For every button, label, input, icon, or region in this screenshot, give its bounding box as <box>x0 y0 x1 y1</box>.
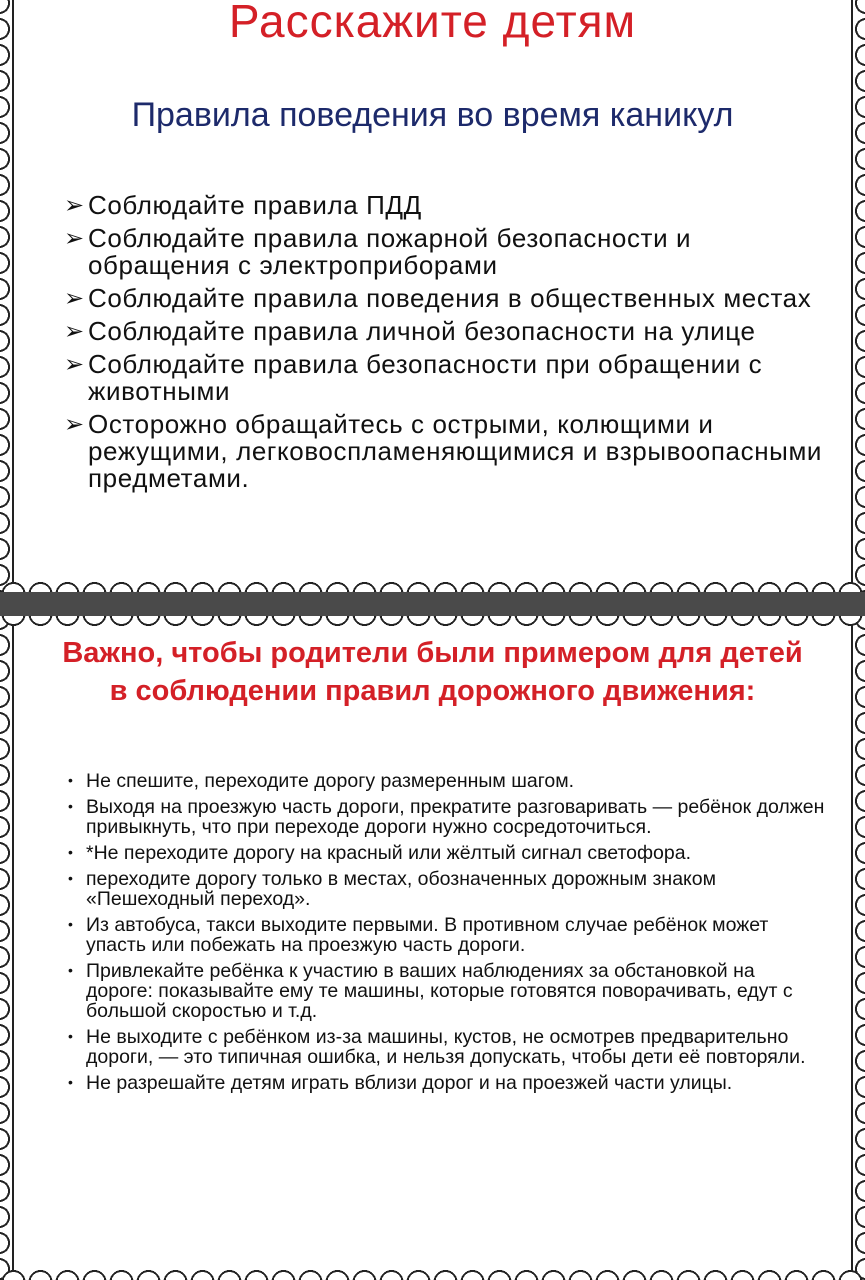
list-item: • переходите дорогу только в местах, обозначенных дорожным знаком «Пешеходный переход». <box>68 868 717 910</box>
dot-bullet-icon: • <box>68 1074 73 1090</box>
stamp-edge-right <box>851 0 865 592</box>
arrowhead-bullet-icon: ➢ <box>64 351 85 378</box>
tips-list <box>68 771 825 1099</box>
stamp-edge-bottom <box>0 1268 865 1280</box>
list-item: • Не выходите с ребёнком из-за машины, кустов, не осмотрев предварительно дороги, — это типичная ошибка, и нельзя допускать, чтобы дети её повторяли. <box>68 1026 806 1068</box>
page-title: Расскажите детям <box>228 0 637 47</box>
list-item: ➢ Соблюдайте правила безопасности при обращении с животными <box>64 349 763 406</box>
stamp-edge-top <box>0 616 865 628</box>
dot-bullet-icon: • <box>68 772 73 788</box>
dot-bullet-icon: • <box>68 1028 73 1044</box>
arrowhead-bullet-icon: ➢ <box>64 285 85 312</box>
stamp-edge-left <box>0 0 14 592</box>
list-item: ➢ Осторожно обращайтесь с острыми, колющими и режущими, легковоспламеняющимися и взрывоопасными предметами. <box>64 409 823 493</box>
section-heading: Важно, чтобы родители были примером для детей в соблюдении правил дорожного движения: <box>62 637 803 707</box>
dot-bullet-icon: • <box>68 962 73 978</box>
rules-list <box>64 192 825 498</box>
stamp-edge-bottom <box>0 580 865 592</box>
list-item: ➢ Соблюдайте правила ПДД <box>64 190 422 220</box>
list-item: • Привлекайте ребёнка к участию в ваших наблюдениях за обстановкой на дороге: показывайте ему те машины, которые готовятся поворачивать, едут с большой скоростью и т.д. <box>68 960 793 1022</box>
arrowhead-bullet-icon: ➢ <box>64 318 85 345</box>
dot-bullet-icon: • <box>68 798 73 814</box>
rules-card <box>0 0 865 592</box>
list-item: • Из автобуса, такси выходите первыми. В противном случае ребёнок может упасть или побежать на проезжую часть дороги. <box>68 914 769 956</box>
dot-bullet-icon: • <box>68 870 73 886</box>
parents-card <box>0 616 865 1280</box>
arrowhead-bullet-icon: ➢ <box>64 225 85 252</box>
list-item: • Не разрешайте детям играть вблизи дорог и на проезжей части улицы. <box>68 1072 733 1094</box>
stamp-edge-left <box>0 616 14 1280</box>
list-item: • Не спешите, переходите дорогу размеренным шагом. <box>68 770 575 792</box>
list-item: ➢ Соблюдайте правила личной безопасности на улице <box>64 316 756 346</box>
list-item: ➢ Соблюдайте правила поведения в общественных местах <box>64 283 812 313</box>
arrowhead-bullet-icon: ➢ <box>64 192 85 219</box>
dot-bullet-icon: • <box>68 844 73 860</box>
stamp-edge-right <box>851 616 865 1280</box>
list-item: • *Не переходите дорогу на красный или жёлтый сигнал светофора. <box>68 842 691 864</box>
list-item: • Выходя на проезжую часть дороги, прекратите разговаривать — ребёнок должен привыкнуть, что при переходе дороги нужно сосредоточиться. <box>68 796 825 838</box>
section-subtitle: Правила поведения во время каникул <box>131 96 734 134</box>
dot-bullet-icon: • <box>68 916 73 932</box>
list-item: ➢ Соблюдайте правила пожарной безопасности и обращения с электроприборами <box>64 223 692 280</box>
arrowhead-bullet-icon: ➢ <box>64 411 85 438</box>
